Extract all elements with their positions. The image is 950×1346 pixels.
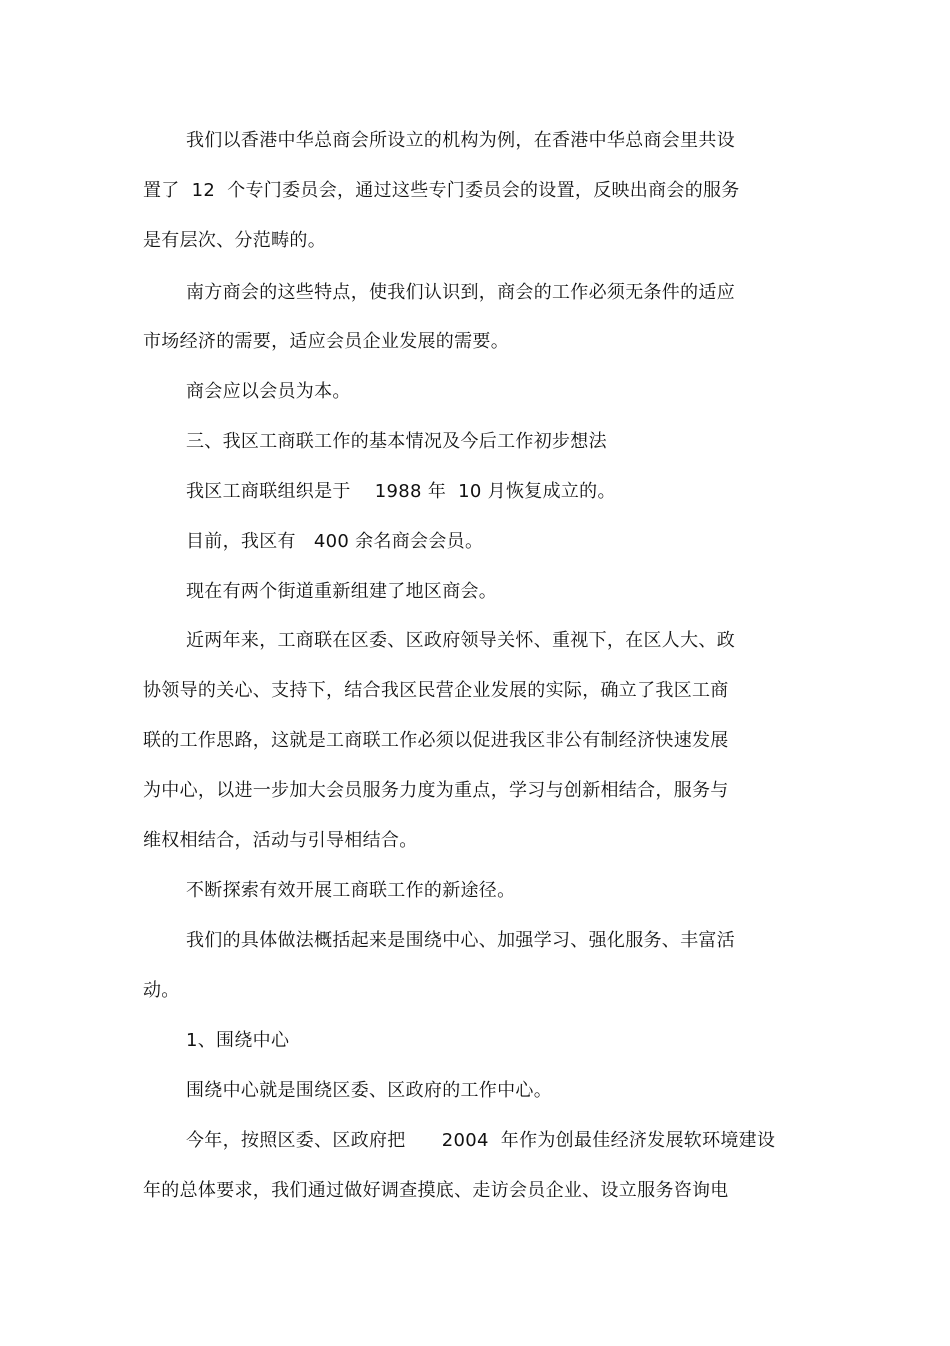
text-line: 商会应以会员为本。 — [186, 381, 351, 402]
text-line: 目前，我区有 400 余名商会会员。 — [186, 531, 484, 552]
text-line: 不断探索有效开展工商联工作的新途径。 — [186, 880, 516, 901]
text-line: 今年，按照区委、区政府把 2004 年作为创最佳经济发展软环境建设 — [186, 1130, 776, 1151]
text-line: 协领导的关心、支持下，结合我区民营企业发展的实际，确立了我区工商 — [143, 680, 729, 701]
text-line: 近两年来，工商联在区委、区政府领导关怀、重视下，在区人大、政 — [186, 630, 735, 651]
text-line: 现在有两个街道重新组建了地区商会。 — [186, 581, 498, 602]
text-line: 市场经济的需要，适应会员企业发展的需要。 — [143, 331, 509, 352]
text-line: 置了 12 个专门委员会，通过这些专门委员会的设置，反映出商会的服务 — [143, 180, 740, 201]
text-line: 为中心，以进一步加大会员服务力度为重点，学习与创新相结合，服务与 — [143, 780, 729, 801]
text-line: 我区工商联组织是于 1988 年 10 月恢复成立的。 — [186, 481, 616, 502]
text-line: 联的工作思路，这就是工商联工作必须以促进我区非公有制经济快速发展 — [143, 730, 729, 751]
text-line: 我们的具体做法概括起来是围绕中心、加强学习、强化服务、丰富活 — [186, 930, 735, 951]
text-line: 我们以香港中华总商会所设立的机构为例，在香港中华总商会里共设 — [186, 130, 735, 151]
section-heading: 三、我区工商联工作的基本情况及今后工作初步想法 — [186, 431, 607, 452]
text-line: 年的总体要求，我们通过做好调查摸底、走访会员企业、设立服务咨询电 — [143, 1180, 729, 1201]
text-line: 南方商会的这些特点，使我们认识到，商会的工作必须无条件的适应 — [186, 282, 735, 303]
subsection-heading: 1、围绕中心 — [186, 1030, 290, 1051]
text-line: 围绕中心就是围绕区委、区政府的工作中心。 — [186, 1080, 552, 1101]
text-line: 是有层次、分范畴的。 — [143, 230, 326, 251]
text-line: 维权相结合，活动与引导相结合。 — [143, 830, 418, 851]
text-line: 动。 — [143, 980, 180, 1001]
